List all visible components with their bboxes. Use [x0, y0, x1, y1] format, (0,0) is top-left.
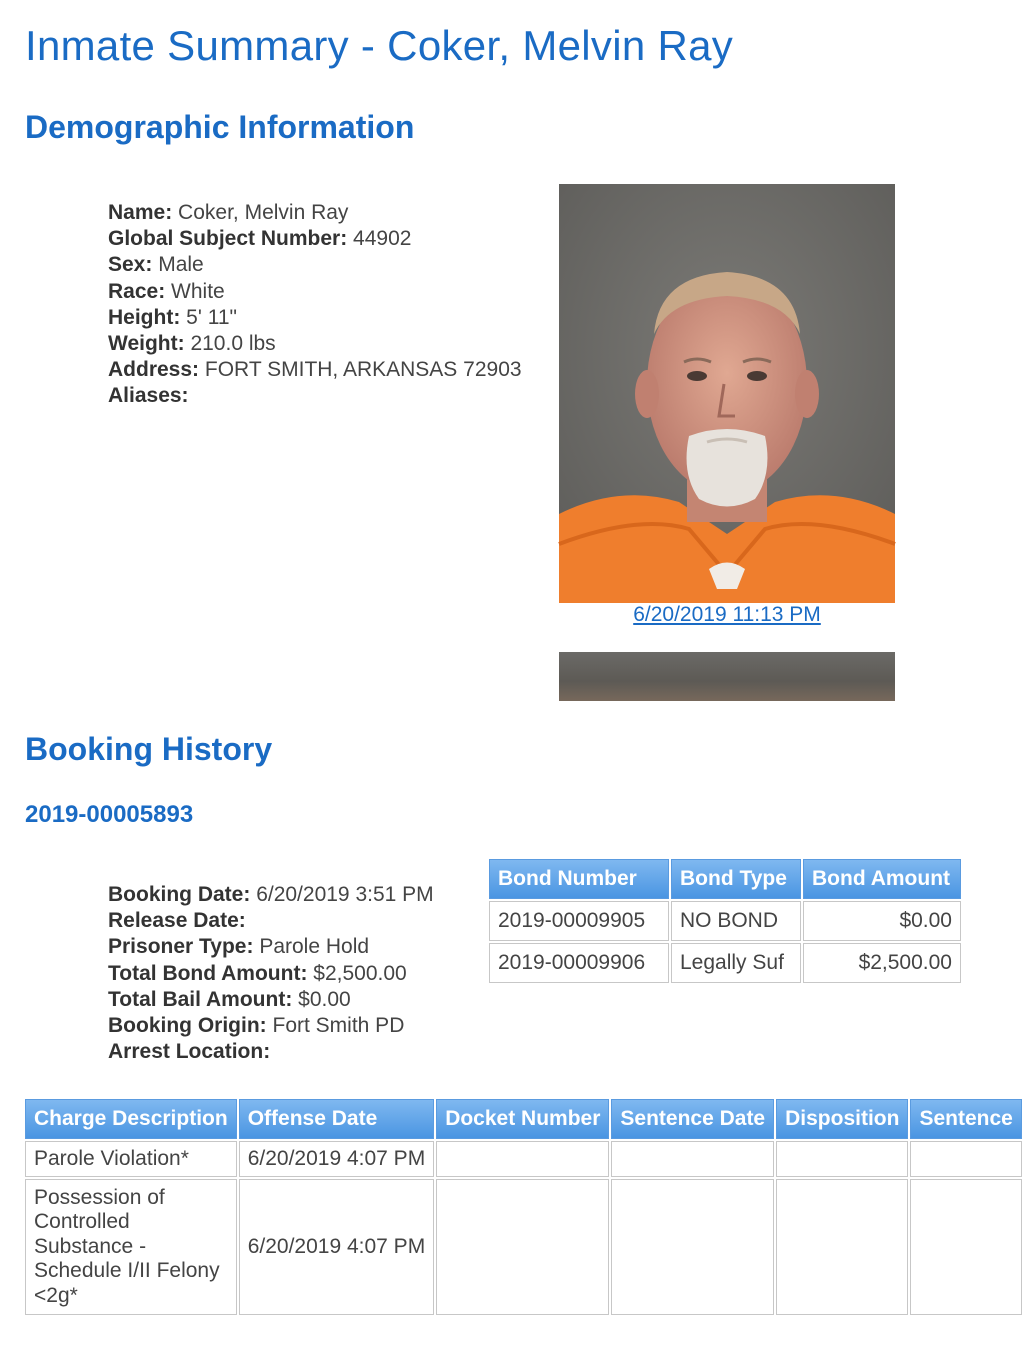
table-row — [489, 901, 961, 941]
info-row-global-subject-number: Global Subject Number: 44902 — [108, 227, 412, 251]
info-row-prisoner-type: Prisoner Type: Parole Hold — [108, 935, 370, 959]
offense-date-cell: 6/20/2019 4:07 PM — [239, 1179, 434, 1315]
info-row-height: Height: 5' 11" — [108, 305, 237, 329]
bond-number-cell: 2019-00009905 — [489, 901, 669, 941]
info-row-booking-date: Booking Date: 6/20/2019 3:51 PM — [108, 883, 434, 906]
mugshot-image — [559, 184, 895, 603]
booking-photo[interactable] — [559, 184, 895, 603]
disposition-header: Disposition — [776, 1099, 908, 1139]
bond-type-cell: NO BOND — [671, 901, 801, 941]
booking-info — [108, 882, 434, 1065]
info-row-name: Name: Coker, Melvin Ray — [108, 201, 349, 224]
info-row-release-date: Release Date: — [108, 909, 246, 933]
charge-table-header — [25, 1099, 1022, 1139]
charge-description-cell: Parole Violation* — [25, 1141, 237, 1177]
info-row-weight: Weight: 210.0 lbs — [108, 332, 276, 356]
bond-amount-header: Bond Amount — [803, 859, 961, 899]
demographic-heading: Demographic Information — [25, 109, 415, 145]
bond-table — [487, 857, 963, 985]
info-row-arrest-location: Arrest Location: — [108, 1040, 271, 1064]
bond-number-header: Bond Number — [489, 859, 669, 899]
offense-date-cell: 6/20/2019 4:07 PM — [239, 1141, 434, 1177]
sentence-date-cell — [611, 1179, 774, 1315]
charge-description-cell: Possession of Controlled Substance - Schedule I/II Felony <2g* — [25, 1179, 237, 1315]
bond-number-cell: 2019-00009906 — [489, 943, 669, 983]
table-row — [25, 1179, 1022, 1315]
docket-number-header: Docket Number — [436, 1099, 609, 1139]
table-row — [25, 1141, 1022, 1177]
charge-table-container[interactable] — [23, 1097, 1013, 1359]
docket-number-cell — [436, 1141, 609, 1177]
info-row-booking-origin: Booking Origin: Fort Smith PD — [108, 1014, 405, 1038]
booking-photo-2[interactable] — [559, 652, 895, 701]
info-row-aliases: Aliases: — [108, 384, 189, 408]
booking-history-heading: Booking History — [25, 731, 273, 767]
booking-number: 2019-00005893 — [25, 801, 194, 828]
info-row-total-bail: Total Bail Amount: $0.00 — [108, 987, 351, 1011]
table-row — [489, 943, 961, 983]
sentence-cell — [910, 1141, 1021, 1177]
disposition-cell — [776, 1141, 908, 1177]
offense-date-header: Offense Date — [239, 1099, 434, 1139]
info-row-sex: Sex: Male — [108, 253, 204, 277]
disposition-cell — [776, 1179, 908, 1315]
sentence-cell — [910, 1179, 1021, 1315]
sentence-date-cell — [611, 1141, 774, 1177]
docket-number-cell — [436, 1179, 609, 1315]
bond-amount-cell: $0.00 — [803, 901, 961, 941]
page-title: Inmate Summary - Coker, Melvin Ray — [25, 22, 734, 69]
info-row-address: Address: FORT SMITH, ARKANSAS 72903 — [108, 358, 522, 382]
bond-type-cell: Legally Suf — [671, 943, 801, 983]
bond-type-header: Bond Type — [671, 859, 801, 899]
sentence-header: Sentence — [910, 1099, 1021, 1139]
charge-table — [23, 1097, 1024, 1317]
bond-table-header — [489, 859, 961, 899]
charge-description-header: Charge Description — [25, 1099, 237, 1139]
demographic-info — [108, 200, 522, 410]
photo-date-link[interactable]: 6/20/2019 11:13 PM — [633, 603, 821, 626]
bond-amount-cell: $2,500.00 — [803, 943, 961, 983]
sentence-date-header: Sentence Date — [611, 1099, 774, 1139]
info-row-total-bond: Total Bond Amount: $2,500.00 — [108, 961, 407, 985]
info-row-race: Race: White — [108, 279, 225, 303]
